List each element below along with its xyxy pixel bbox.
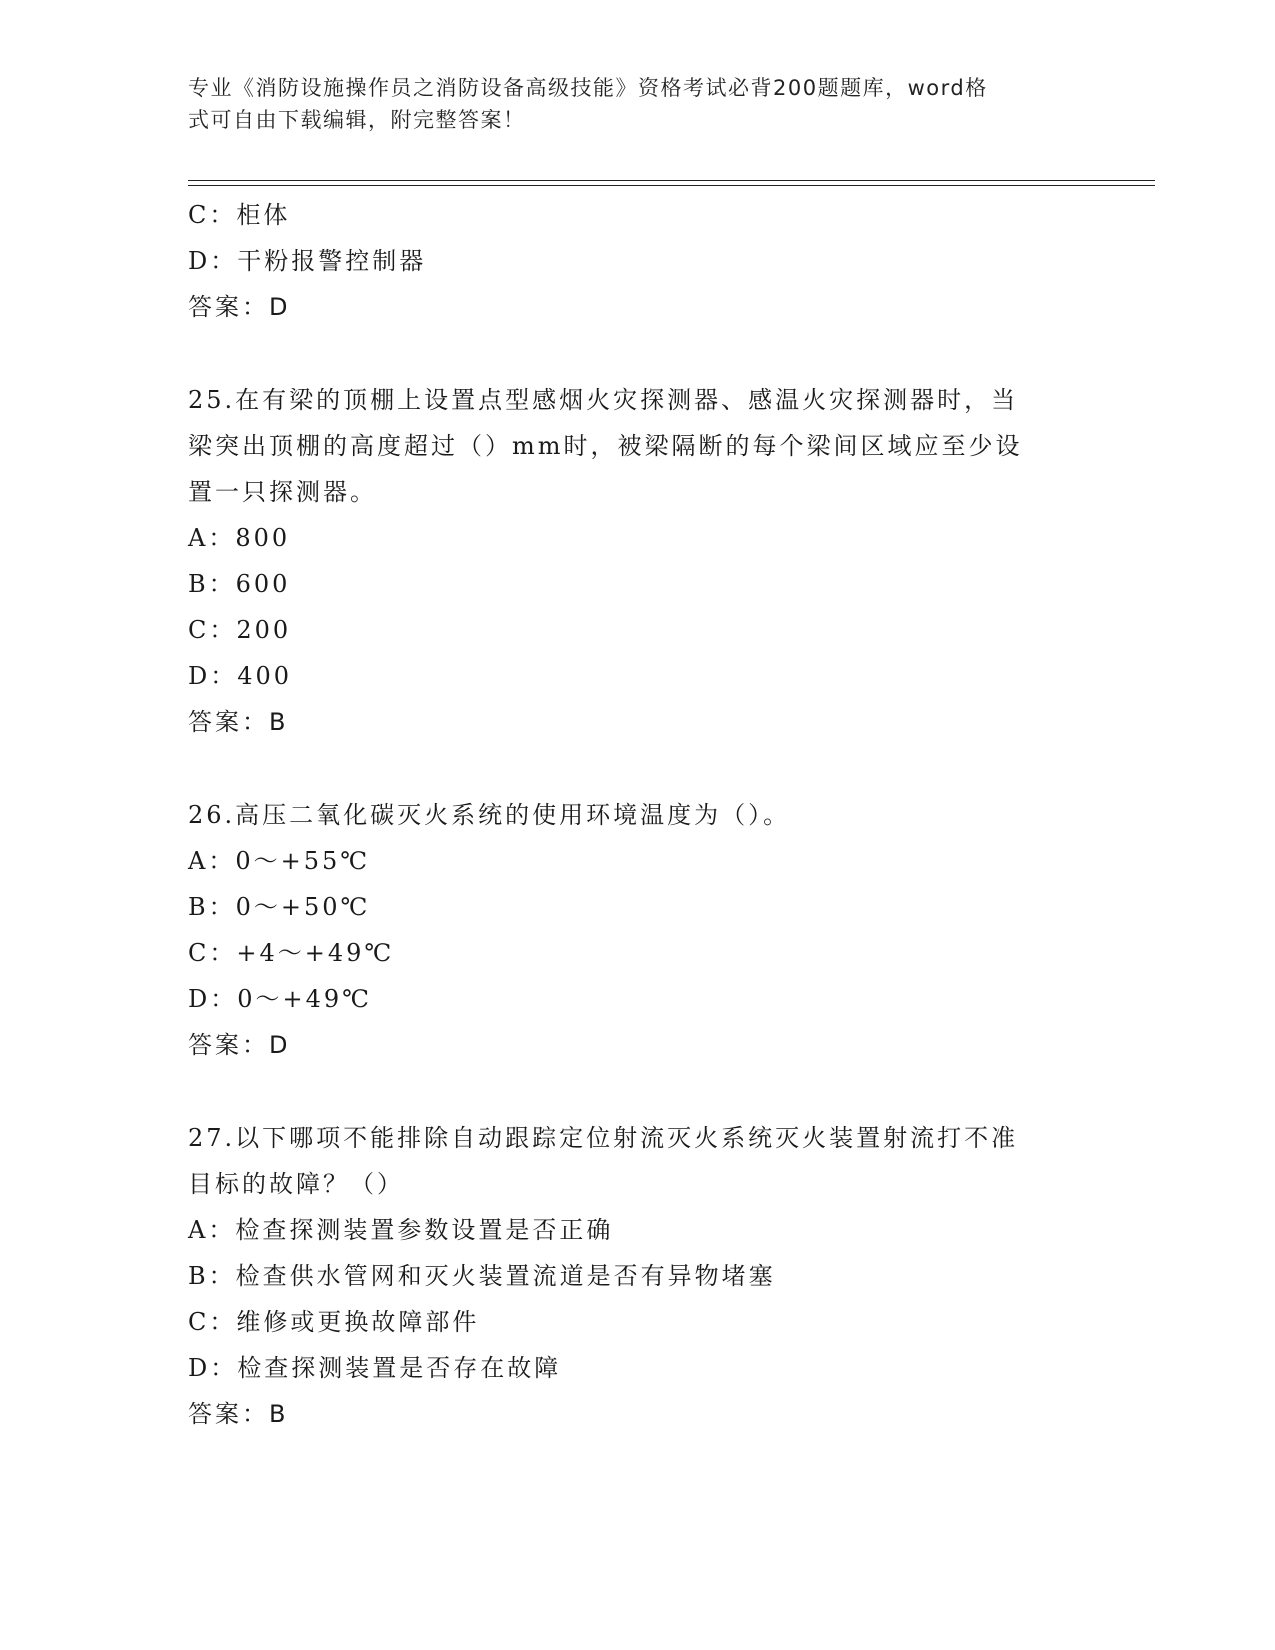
spacer — [188, 745, 1088, 792]
prev-question-block — [188, 192, 1088, 330]
header-line-2: 式可自由下载编辑，附完整答案！ — [188, 108, 526, 132]
answer-line: 答案：D — [188, 1031, 291, 1059]
question-content — [188, 192, 1088, 1437]
answer-line: 答案：B — [188, 708, 289, 736]
answer-line: 答案：D — [188, 293, 291, 321]
spacer — [188, 330, 1088, 377]
option-c: C：200 — [188, 616, 292, 644]
option-c: C：+4～+49℃ — [188, 939, 395, 967]
option-a: A：0～+55℃ — [188, 847, 371, 875]
option-a: A：800 — [188, 524, 291, 552]
question-25 — [188, 377, 1088, 745]
question-26 — [188, 792, 1088, 1068]
option-d: D：干粉报警控制器 — [188, 247, 427, 275]
page-header — [188, 72, 1068, 136]
option-c: C：维修或更换故障部件 — [188, 1308, 480, 1336]
question-text-line: 27.以下哪项不能排除自动跟踪定位射流灭火系统灭火装置射流打不准 — [188, 1124, 1019, 1152]
option-d: D：0～+49℃ — [188, 985, 373, 1013]
spacer — [188, 1068, 1088, 1115]
header-divider-bottom — [188, 185, 1155, 186]
header-divider-top — [188, 180, 1155, 181]
question-text-line: 26.高压二氧化碳灭火系统的使用环境温度为（）。 — [188, 801, 791, 829]
question-text-line: 置一只探测器。 — [188, 478, 377, 506]
header-line-1: 专业《消防设施操作员之消防设备高级技能》资格考试必背200题题库，word格 — [188, 76, 988, 100]
answer-line: 答案：B — [188, 1400, 289, 1428]
option-b: B：600 — [188, 570, 291, 598]
option-d: D：检查探测装置是否存在故障 — [188, 1354, 562, 1382]
option-b: B：检查供水管网和灭火装置流道是否有异物堵塞 — [188, 1262, 776, 1290]
question-text-line: 25.在有梁的顶棚上设置点型感烟火灾探测器、感温火灾探测器时，当 — [188, 386, 1019, 414]
option-b: B：0～+50℃ — [188, 893, 371, 921]
question-27 — [188, 1115, 1088, 1437]
question-text-line: 目标的故障？（） — [188, 1170, 404, 1198]
question-text-line: 梁突出顶棚的高度超过（）mm时，被梁隔断的每个梁间区域应至少设 — [188, 432, 1023, 460]
option-d: D：400 — [188, 662, 293, 690]
option-c: C：柜体 — [188, 201, 291, 229]
option-a: A：检查探测装置参数设置是否正确 — [188, 1216, 614, 1244]
